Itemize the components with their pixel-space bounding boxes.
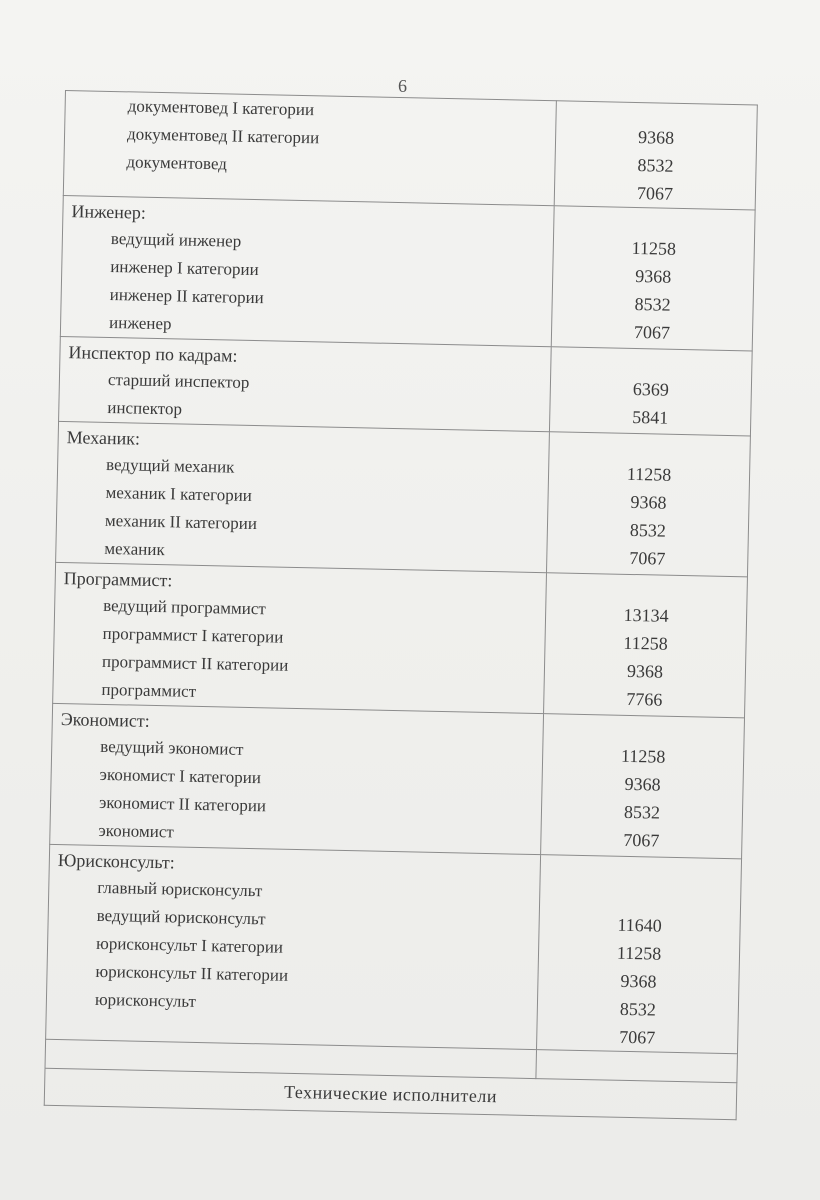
position-cell (53, 562, 547, 713)
table-row (56, 421, 751, 576)
salary-value: 11258 (623, 632, 668, 654)
salary-cell (546, 432, 750, 577)
salary-value: 11258 (626, 463, 672, 485)
salary-value: 11258 (631, 237, 677, 259)
position-item: ведущий программист (103, 595, 267, 619)
position-item: документовед (126, 152, 228, 174)
salary-cell (537, 855, 742, 1054)
position-item: старший инспектор (107, 369, 250, 392)
salary-value: 11640 (617, 914, 663, 936)
position-item: инженер (108, 312, 172, 334)
page-number: 6 (398, 76, 407, 96)
salary-cell (554, 101, 757, 210)
salary-value: 7766 (626, 688, 663, 710)
position-item: юрисконсульт I категории (95, 933, 284, 957)
table-row (63, 91, 757, 210)
salary-value: 8532 (634, 293, 671, 315)
position-item: ведущий экономист (100, 736, 244, 759)
group-heading: Инспектор по кадрам: (68, 342, 238, 366)
group-heading: Механик: (66, 427, 141, 449)
salary-value: 8532 (619, 998, 657, 1020)
position-item: программист I категории (102, 623, 284, 647)
position-item: экономист (98, 820, 174, 842)
salary-value: 9368 (637, 127, 675, 148)
table-row (53, 562, 748, 717)
position-item: механик I категории (105, 482, 253, 506)
position-item: инженер I категории (110, 256, 259, 280)
salary-cell (536, 1050, 738, 1083)
salary-value: 11258 (616, 942, 662, 964)
table-row (50, 703, 745, 858)
salary-value: 8532 (629, 519, 667, 541)
salary-value: 9368 (635, 265, 672, 287)
section-header: Технические исполнители (44, 1068, 737, 1119)
position-item: механик II категории (104, 510, 258, 534)
salary-value: 9368 (630, 491, 667, 513)
salary-value: 5841 (632, 406, 669, 428)
position-item: документовед I категории (127, 96, 315, 120)
salary-value: 9368 (624, 773, 661, 795)
group-heading: Экономист: (60, 709, 150, 731)
position-cell (59, 336, 552, 431)
position-item: юрисконсульт II категории (95, 961, 289, 985)
salary-table (44, 90, 758, 1120)
salary-cell (551, 206, 755, 351)
salary-cell (549, 347, 752, 436)
position-cell (46, 844, 541, 1049)
position-item: экономист I категории (99, 764, 262, 788)
group-heading: Инженер: (71, 201, 147, 223)
position-cell (56, 421, 550, 572)
salary-cell (541, 714, 745, 859)
position-item: инспектор (107, 397, 183, 419)
position-item: ведущий юрисконсульт (96, 905, 266, 929)
salary-value: 7067 (636, 183, 674, 204)
group-heading: Юрисконсульт: (57, 850, 175, 873)
group-heading: Программист: (63, 568, 173, 591)
salary-value: 8532 (637, 155, 674, 176)
position-item: экономист II категории (98, 792, 267, 816)
salary-value: 13134 (623, 604, 669, 626)
position-item: главный юрисконсульт (97, 877, 263, 901)
salary-value: 9368 (626, 660, 664, 682)
salary-value: 9368 (620, 970, 657, 992)
position-item: программист II категории (101, 651, 289, 675)
salary-value: 11258 (620, 745, 666, 767)
position-item: механик (104, 538, 165, 560)
table-row (60, 195, 755, 350)
position-item: ведущий инженер (110, 228, 242, 251)
salary-value: 6369 (632, 378, 670, 400)
position-item: документовед II категории (126, 124, 320, 148)
position-item: юрисконсульт (94, 989, 197, 1011)
position-item: ведущий механик (105, 454, 235, 477)
table-row (46, 844, 742, 1053)
salary-value: 7067 (619, 1026, 656, 1048)
salary-value: 8532 (623, 801, 661, 823)
salary-value: 7067 (629, 547, 666, 569)
position-cell (50, 703, 544, 854)
position-item: инженер II категории (109, 284, 264, 308)
position-cell (63, 91, 556, 206)
position-item: программист (101, 679, 197, 701)
position-cell (60, 195, 554, 346)
salary-cell (544, 573, 748, 718)
salary-table-wrapper (44, 90, 755, 1120)
salary-value: 7067 (623, 829, 660, 851)
table-row (59, 336, 753, 435)
salary-value: 7067 (633, 321, 671, 343)
